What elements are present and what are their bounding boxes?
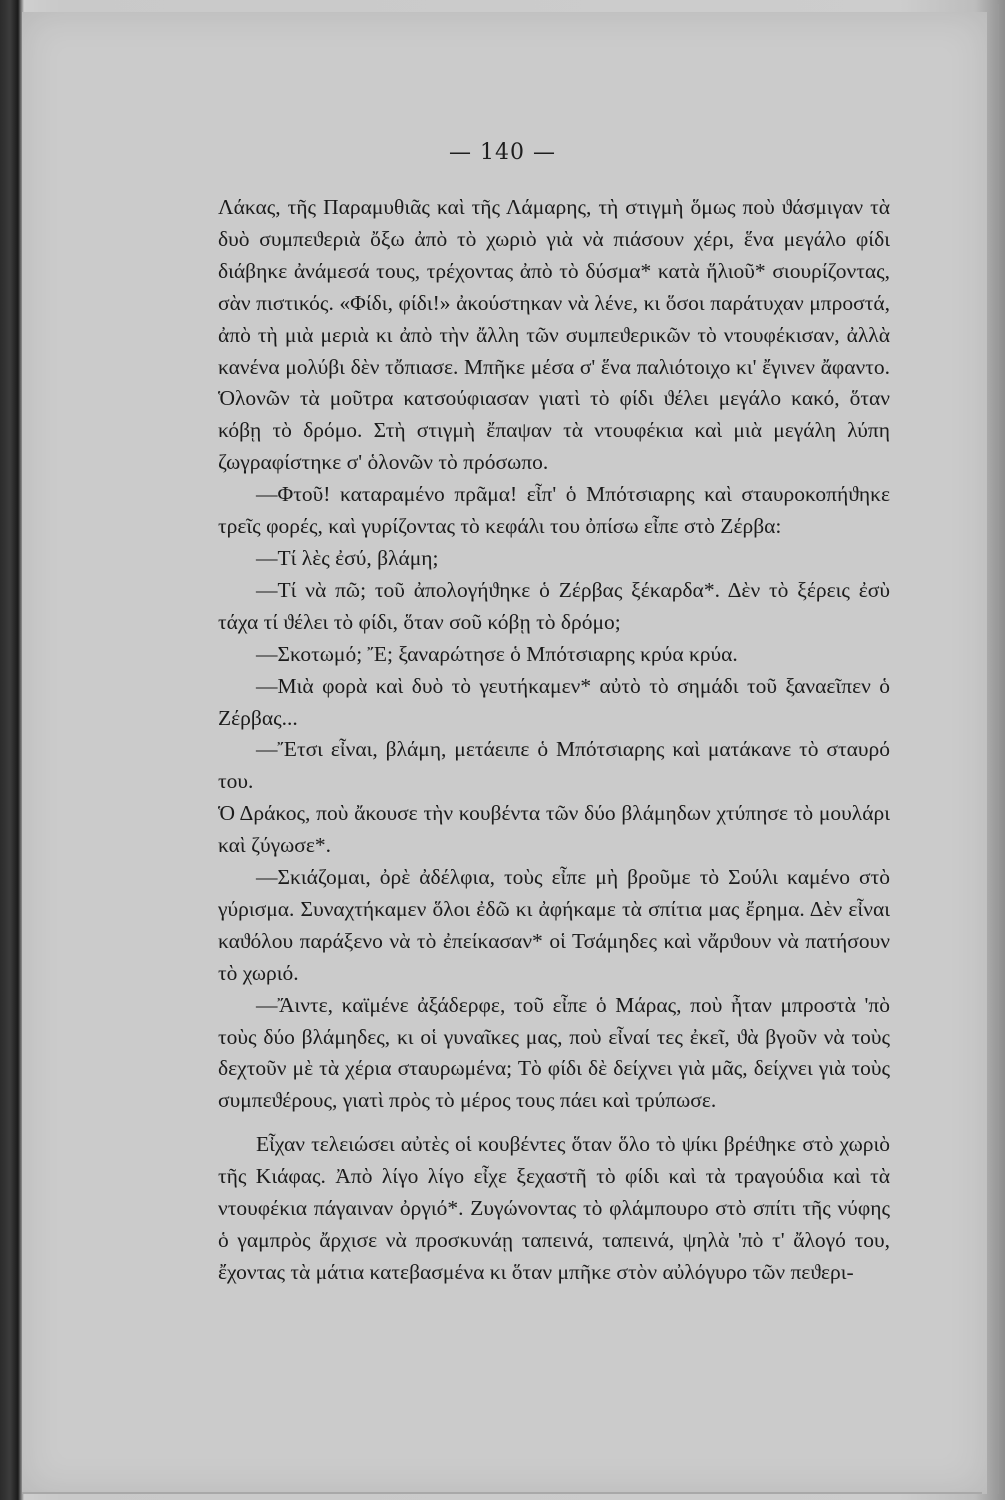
paragraph: —Μιὰ φορὰ καὶ δυὸ τὸ γευτήκαμεν* αὐτὸ τὸ σημάδι τοῦ ξαναεῖπεν ὁ Ζέρβας... (218, 673, 890, 730)
page-number: — 140 — (449, 140, 556, 165)
paragraph: —Φτοῦ! καταραμένο πρᾶμα! εἶπ' ὁ Μπότσιαρης καὶ σταυροκοπήϑηκε τρεῖς φορές, καὶ γυρίζοντας τὸ κεφάλι του ὀπίσω εἶπε στὸ Ζέρβα: (218, 482, 890, 539)
paragraph: —Τί λὲς ἐσύ, βλάμη; (256, 545, 439, 570)
paragraph: —Τί νὰ πῶ; τοῦ ἀπολογήϑηκε ὁ Ζέρβας ξέκαρδα*. Δὲν τὸ ξέρεις ἐσὺ τάχα τί ϑέλει τὸ φίδι, ὅταν σοῦ κόβῃ τὸ δρόμο; (218, 577, 890, 634)
paragraph: —Σκοτωμό; Ἔ; ξαναρώτησε ὁ Μπότσιαρης κρύα κρύα. (256, 641, 738, 666)
body-text (218, 192, 890, 1289)
paragraph: —Ἄιντε, καϊμένε ἀξάδερφε, τοῦ εἶπε ὁ Μάρας, ποὺ ἦταν μπροστὰ 'πὸ τοὺς δύο βλάμηδες, κι οἱ γυναῖκες μας, ποὺ εἶναί τες ἐκεῖ, ϑὰ βγοῦν νὰ τοὺς δεχτοῦν μὲ τὰ χέρια σταυρωμένα; Τὸ φίδι δὲ δείχνει γιὰ μᾶς, δείχνει γιὰ τοὺς συμπεϑέρους, γιατὶ πρὸς τὸ μέρος τους πάει καὶ τρύπωσε. (218, 992, 890, 1113)
paragraph: Λάκας, τῆς Παραμυθιᾶς καὶ τῆς Λάμαρης, τὴ στιγμὴ ὅμως ποὺ ϑάσμιγαν τὰ δυὸ συμπεϑεριὰ ὄξω ἀπὸ τὸ χωριὸ γιὰ νὰ πιάσουν χέρι, ἕνα μεγάλο φίδι διάβηκε ἀνάμεσά τους, τρέχοντας ἀπὸ τὸ δύσμα* κατὰ ἥλιοῦ* σιουρίζοντας, σὰν πιστικός. «Φίδι, φίδι!» ἀκούστηκαν νὰ λένε, κι ὅσοι παράτυχαν μπροστά, ἀπὸ τὴ μιὰ μεριὰ κι ἀπὸ τὴν ἄλλη τῶν συμπεϑερικῶν τὸ ντουφέκισαν, ἀλλὰ κανένα μολύβι δὲν τὄπιασε. Μπῆκε μέσα σ' ἕνα παλιότοιχο κι' ἔγινεν ἄφαντο. Ὁλονῶν τὰ μοῦτρα κατσούφιασαν γιατὶ τὸ φίδι ϑέλει μεγάλο κακό, ὅταν κόβῃ τὸ δρόμο. Στὴ στιγμὴ ἔπαψαν τὰ ντουφέκια καὶ μιὰ μεγάλη λύπη ζωγραφίστηκε σ' ὁλονῶν τὸ πρόσωπο. (218, 195, 890, 475)
paragraph: Ὁ Δράκος, ποὺ ἄκουσε τὴν κουβέντα τῶν δύο βλάμηδων χτύπησε τὸ μουλάρι καὶ ζύγωσε*. (218, 801, 890, 858)
page-bottom-edge (22, 1492, 982, 1494)
paragraph: Εἶχαν τελειώσει αὐτὲς οἱ κουβέντες ὅταν ὅλο τὸ ψίκι βρέϑηκε στὸ χωριὸ τῆς Κιάφας. Ἀπὸ λίγο λίγο εἶχε ξεχαστῆ τὸ φίδι καὶ τὰ τραγούδια καὶ τὰ ντουφέκια πάγαιναν ὀργιό*. Ζυγώνοντας τὸ φλάμπουρο στὸ σπίτι τῆς νύφης ὁ γαμπρὸς ἄρχισε νὰ προσκυνάῃ ταπεινά, ταπεινά, ψηλὰ 'πὸ τ' ἄλογό του, ἔχοντας τὰ μάτια κατεβασμένα κι ὅταν μπῆκε στὸν αὐλόγυρο τῶν πεϑερι- (218, 1132, 890, 1284)
paragraph: —Ἔτσι εἶναι, βλάμη, μετάειπε ὁ Μπότσιαρης καὶ ματάκανε τὸ σταυρό του. (218, 737, 890, 794)
page-edge (997, 4, 999, 1494)
paragraph: —Σκιάζομαι, ὀρὲ ἀδέλφια, τοὺς εἶπε μὴ βροῦμε τὸ Σούλι καμένο στὸ γύρισμα. Συναχτήκαμεν ὅλοι ἐδῶ κι ἀφήκαμε τὰ σπίτια μας ἔρημα. Δὲν εἶναι καϑόλου παράξενο νὰ τὸ ἐπείκασαν* οἱ Τσάμηδες καὶ νἄρϑουν νὰ πατήσουν τὸ χωριό. (218, 865, 890, 985)
